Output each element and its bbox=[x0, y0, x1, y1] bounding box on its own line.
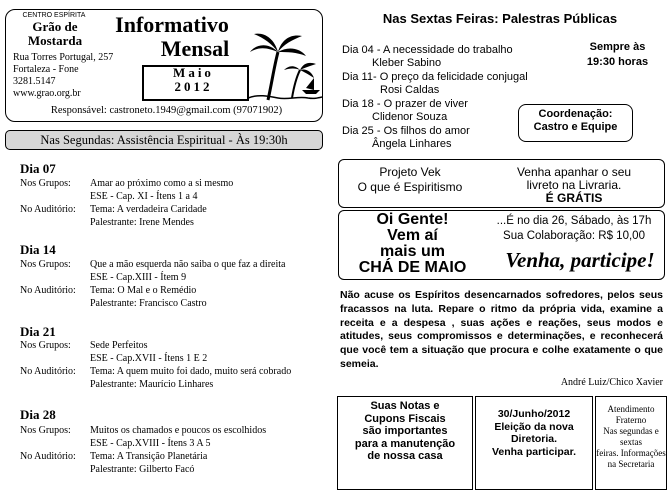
auditorio-text: Tema: A Transição Planetária bbox=[90, 451, 208, 462]
talk-speaker: Ângela Linhares bbox=[372, 138, 452, 150]
text-line: Diretoria. bbox=[510, 433, 558, 445]
ese-reference: ESE - Cap.XVII - Ítens 1 E 2 bbox=[90, 353, 208, 364]
address-phone: Fortaleza - Fone 3281.5147 bbox=[13, 64, 79, 87]
text-line: Eleição da nova bbox=[494, 420, 574, 433]
auditorio-label: No Auditório: bbox=[20, 285, 76, 296]
monday-banner: Nas Segundas: Assistência Espiritual - Às 19:30h bbox=[5, 130, 323, 150]
grupos-label: Nos Grupos: bbox=[20, 259, 71, 270]
cha-date: ...É no dia 26, Sábado, às 17h bbox=[496, 215, 652, 227]
palestrante: Palestrante: Irene Mendes bbox=[90, 217, 194, 228]
grupos-label: Nos Grupos: bbox=[20, 178, 71, 189]
grupos-text: Amar ao próximo como a si mesmo bbox=[90, 178, 234, 189]
cha-line-3: mais um bbox=[380, 243, 445, 260]
talk-topic: Dia 04 - A necessidade do trabalho bbox=[342, 44, 513, 56]
talk-topic: Dia 25 - Os filhos do amor bbox=[342, 125, 470, 137]
day-title: Dia 28 bbox=[20, 407, 56, 422]
title-mensal: Mensal bbox=[160, 36, 230, 61]
vek-line-2: livreto na Livraria. bbox=[526, 178, 622, 192]
cha-line-1: Oi Gente! bbox=[376, 211, 449, 228]
day-title: Dia 21 bbox=[20, 324, 56, 339]
palestrante: Palestrante: Maurício Linhares bbox=[90, 379, 214, 390]
day-title: Dia 14 bbox=[20, 242, 56, 257]
vek-title: Projeto Vek bbox=[379, 165, 441, 179]
cha-invitation: Venha, participe! bbox=[505, 248, 655, 272]
text-line: Venha participar. bbox=[491, 445, 577, 458]
address-website: www.grao.org.br bbox=[13, 88, 81, 99]
palestrante: Palestrante: Francisco Castro bbox=[90, 298, 207, 309]
ese-reference: ESE - Cap. XI - Ítens 1 a 4 bbox=[90, 191, 198, 202]
text-line: feiras. Informações bbox=[596, 448, 666, 458]
logo-brand: CENTRO ESPÍRITA bbox=[22, 12, 86, 19]
text-line: para a manutenção bbox=[354, 437, 456, 450]
grupos-label: Nos Grupos: bbox=[20, 425, 71, 436]
palestrante: Palestrante: Gilberto Facó bbox=[90, 464, 195, 475]
text-line: Atendimento Fraterno bbox=[607, 404, 655, 425]
cha-line-2: Vem aí bbox=[387, 227, 438, 244]
grupos-label: Nos Grupos: bbox=[20, 340, 71, 351]
vek-free: É GRÁTIS bbox=[545, 191, 603, 205]
schedule-time: 19:30 horas bbox=[586, 56, 649, 68]
auditorio-label: No Auditório: bbox=[20, 366, 76, 377]
text-line: de nossa casa bbox=[367, 450, 443, 462]
text-line: Nas segundas e sextas bbox=[603, 426, 659, 447]
logo-name-line-2: Mostarda bbox=[27, 33, 83, 48]
talk-speaker: Clidenor Souza bbox=[372, 111, 448, 123]
vek-line-1: Venha apanhar o seu bbox=[516, 165, 632, 179]
ese-reference: ESE - Cap.XIII - Ítem 9 bbox=[90, 272, 187, 283]
quote-author: André Luiz/Chico Xavier bbox=[560, 377, 663, 388]
cha-contribution: Sua Colaboração: R$ 10,00 bbox=[503, 230, 645, 242]
address bbox=[13, 52, 123, 100]
palm-tree-icon bbox=[248, 22, 322, 102]
talk-topic: Dia 18 - O prazer de viver bbox=[342, 98, 468, 110]
logo-name-line-1: Grão de bbox=[32, 19, 78, 34]
election-text bbox=[477, 408, 591, 458]
talk-topic: Dia 11- O preço da felicidade conjugal bbox=[342, 71, 528, 83]
ese-reference: ESE - Cap.XVIII - Ítens 3 A 5 bbox=[90, 438, 211, 449]
coordination-label: Coordenação: bbox=[538, 108, 613, 120]
title-informativo: Informativo bbox=[115, 12, 229, 37]
talk-speaker: Rosi Caldas bbox=[380, 84, 440, 96]
text-line: são importantes bbox=[362, 425, 448, 437]
auditorio-label: No Auditório: bbox=[20, 451, 76, 462]
coordination-value: Castro e Equipe bbox=[533, 121, 618, 133]
grupos-text: Que a mão esquerda não saiba o que faz a direita bbox=[90, 259, 286, 270]
text-line: na Secretaria bbox=[607, 459, 655, 469]
text-line: Suas Notas e bbox=[370, 400, 440, 412]
auditorio-text: Tema: A quem muito foi dado, muito será cobrado bbox=[90, 366, 292, 377]
fiscal-notes-text bbox=[339, 400, 471, 463]
talk-speaker: Kleber Sabino bbox=[372, 57, 442, 69]
grupos-text: Sede Perfeitos bbox=[90, 340, 148, 351]
responsavel-contact: Responsável: castroneto.1949@gmail.com (97071902) bbox=[50, 105, 283, 116]
logo bbox=[10, 20, 100, 48]
cha-line-4: CHÁ DE MAIO bbox=[358, 259, 467, 276]
quote-text: Não acuse os Espíritos desencarnados sofredores, pelos seus fracassos na luta. Repare o ritmo da própria vida, examine a receita e a despesa , suas ações e reações, seus modos e atitudes, seus compromissos e determinações, e reconhecerá que você tem a situação que procura e colhe exatamente o que semeia. bbox=[340, 289, 663, 370]
friday-schedule bbox=[570, 40, 665, 70]
address-street: Rua Torres Portugal, 257 bbox=[13, 52, 114, 63]
grupos-text: Muitos os chamados e poucos os escolhidos bbox=[90, 425, 267, 436]
day-title: Dia 07 bbox=[20, 161, 56, 176]
friday-title: Nas Sextas Feiras: Palestras Públicas bbox=[382, 11, 618, 26]
text-line: Cupons Fiscais bbox=[364, 412, 446, 425]
vek-subtitle: O que é Espiritismo bbox=[357, 180, 463, 194]
text-line: 30/Junho/2012 bbox=[497, 408, 571, 420]
auditorio-text: Tema: O Mal e o Remédio bbox=[90, 285, 197, 296]
schedule-label: Sempre às bbox=[589, 41, 646, 53]
auditorio-label: No Auditório: bbox=[20, 204, 76, 215]
month-label: Maio bbox=[173, 65, 214, 80]
year-label: 2012 bbox=[174, 79, 213, 94]
auditorio-text: Tema: A verdadeira Caridade bbox=[90, 204, 207, 215]
fraternal-service-text bbox=[596, 404, 666, 470]
